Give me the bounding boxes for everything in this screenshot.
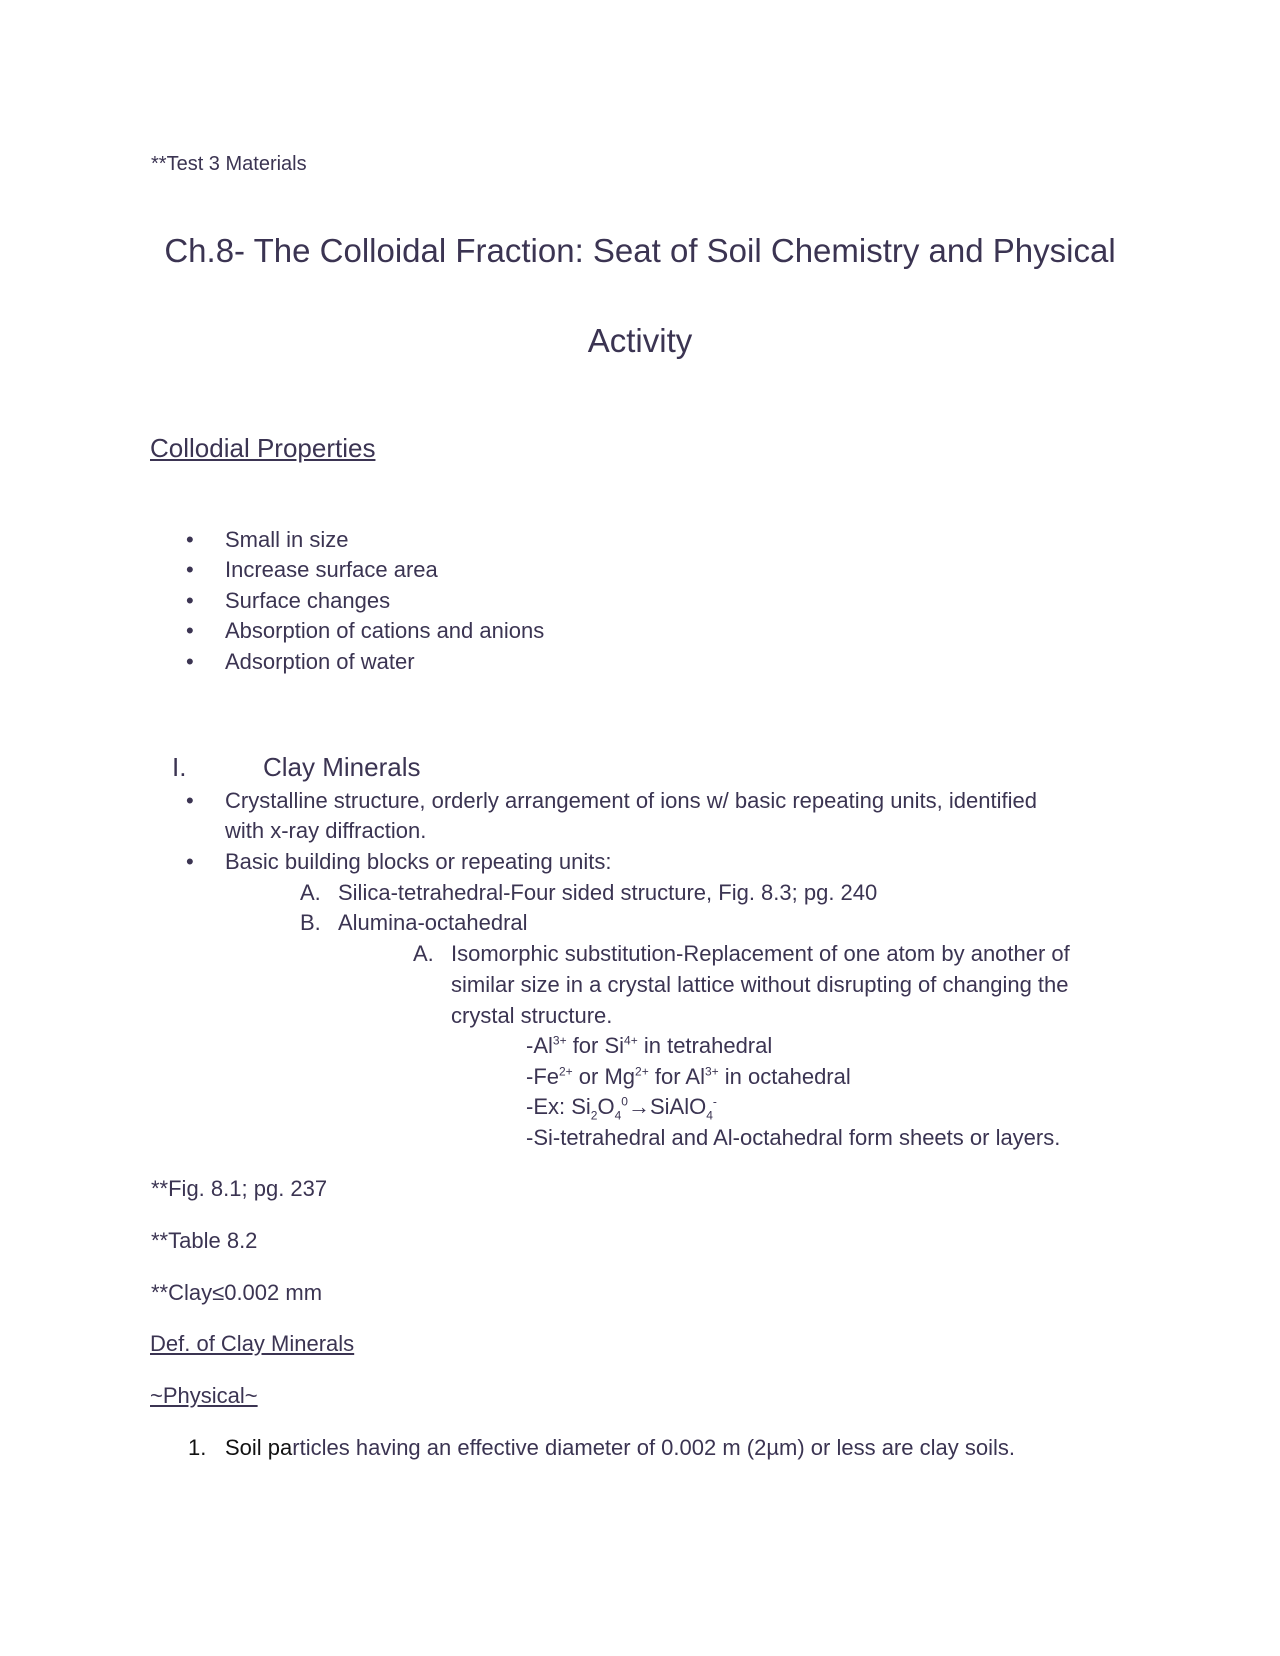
sub-a-marker: A. bbox=[300, 880, 321, 905]
note-clay: **Clay≤0.002 mm bbox=[151, 1280, 323, 1305]
sub-b-text: Alumina-octahedral bbox=[338, 910, 528, 935]
colloidal-properties-heading: Collodial Properties bbox=[150, 433, 376, 463]
page-title-line1: Ch.8- The Colloidal Fraction: Seat of Soil Chemistry and Physical bbox=[164, 232, 1116, 269]
note-fig: **Fig. 8.1; pg. 237 bbox=[151, 1176, 328, 1201]
list-item: Adsorption of water bbox=[225, 649, 415, 674]
definition-heading: Def. of Clay Minerals bbox=[150, 1331, 355, 1356]
list-item: Surface changes bbox=[225, 588, 391, 613]
iso-line3: crystal structure. bbox=[451, 1003, 613, 1028]
clay-bullet-1-line2: with x-ray diffraction. bbox=[225, 818, 427, 843]
bullet-icon: • bbox=[186, 849, 194, 874]
page-title-line2: Activity bbox=[587, 322, 693, 359]
clay-bullet-1-line1: Crystalline structure, orderly arrangement of ions w/ basic repeating units, identified bbox=[225, 788, 1037, 813]
bullet-icon: • bbox=[186, 588, 194, 613]
list-item: Increase surface area bbox=[225, 557, 438, 582]
sub-b-marker: B. bbox=[300, 910, 321, 935]
example-sheets: -Si-tetrahedral and Al-octahedral form sheets or layers. bbox=[526, 1125, 1061, 1150]
iso-marker: A. bbox=[413, 941, 434, 966]
definition-item: Soil particles having an effective diameter of 0.002 m (2µm) or less are clay soils. bbox=[225, 1435, 1015, 1460]
section-heading: Clay Minerals bbox=[263, 752, 421, 782]
bullet-icon: • bbox=[186, 527, 194, 552]
list-item: Absorption of cations and anions bbox=[225, 618, 545, 643]
example-al-for-si: $-Al^{3+}$ for $Si^{4+}$ in tetrahedral bbox=[526, 1033, 773, 1058]
list-item: Small in size bbox=[225, 527, 349, 552]
bullet-icon: • bbox=[186, 788, 194, 813]
example-fe-mg-for-al: $-Fe^{2+}$ or $Mg^{2+}$ for $Al^{3+}$ in octahedral bbox=[526, 1064, 851, 1089]
sub-a-text: Silica-tetrahedral-Four sided structure, Fig. 8.3; pg. 240 bbox=[338, 880, 878, 905]
header-note: **Test 3 Materials bbox=[151, 153, 307, 175]
note-table: **Table 8.2 bbox=[151, 1228, 258, 1253]
bullet-icon: • bbox=[186, 618, 194, 643]
clay-bullet-2: Basic building blocks or repeating units: bbox=[225, 849, 612, 874]
definition-subheading: ~Physical~ bbox=[150, 1383, 258, 1408]
example-formula: -Ex: $Si_2O_4^0\to SiAlO_4^-$ bbox=[526, 1094, 717, 1123]
bullet-icon: • bbox=[186, 557, 194, 582]
iso-line1: Isomorphic substitution-Replacement of one atom by another of bbox=[451, 941, 1070, 966]
definition-item-marker: 1. bbox=[188, 1435, 207, 1460]
iso-line2: similar size in a crystal lattice without disrupting of changing the bbox=[451, 972, 1069, 997]
section-numeral: I. bbox=[172, 752, 187, 782]
bullet-icon: • bbox=[186, 649, 194, 674]
